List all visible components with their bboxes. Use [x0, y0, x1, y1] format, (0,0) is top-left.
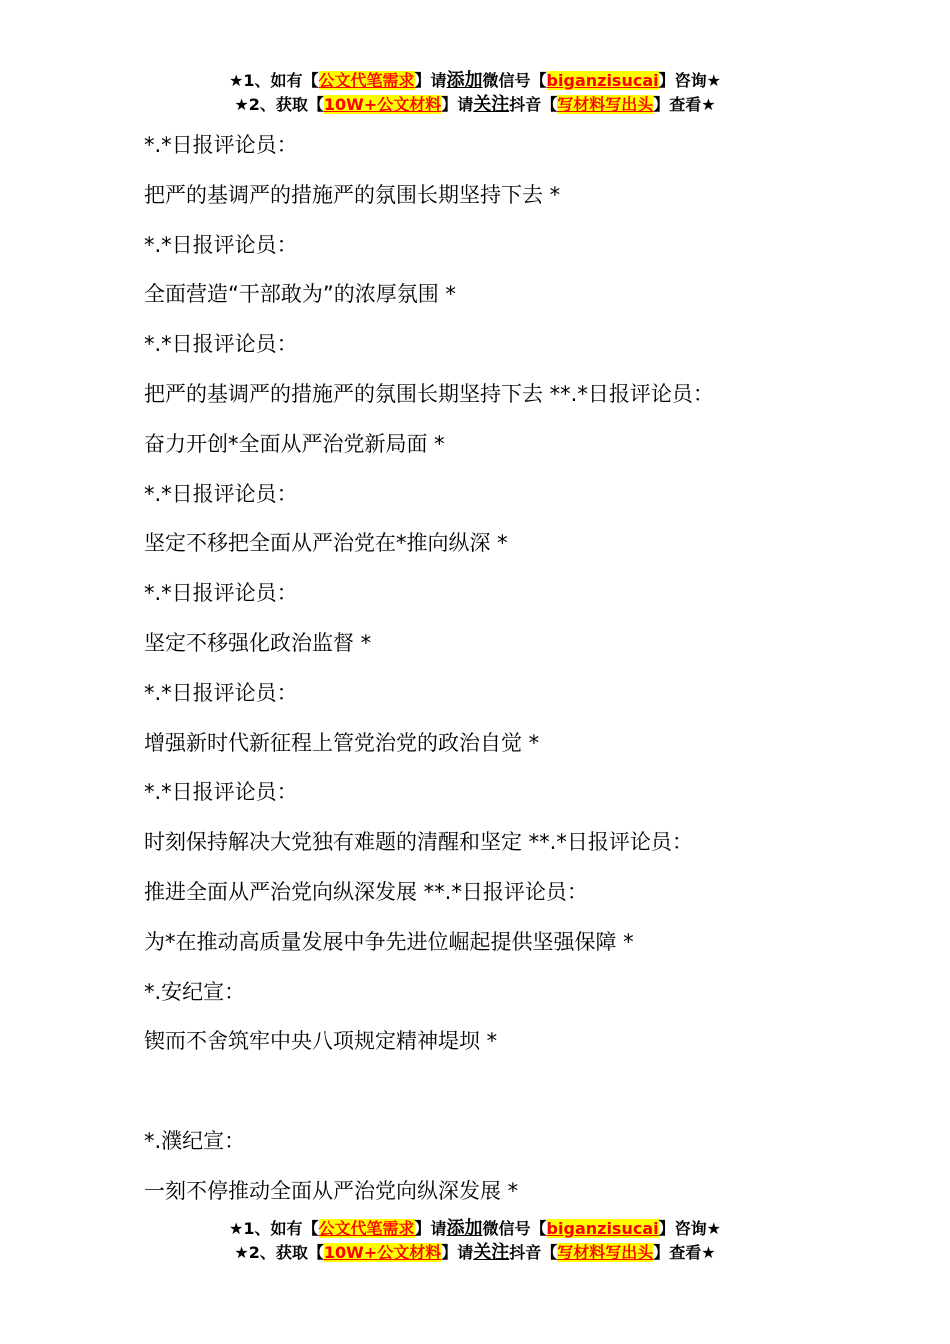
banner-highlight: 写材料写出头	[557, 1243, 654, 1262]
paragraph: 锲而不舍筑牢中央八项规定精神堤坝 *	[144, 1029, 498, 1054]
banner-text: 抖音【	[509, 95, 558, 114]
banner-line-1	[0, 1217, 950, 1241]
banner-line-2	[0, 93, 950, 117]
paragraph: *.*日报评论员：	[144, 332, 298, 357]
paragraph: *.濮纪宣：	[144, 1129, 246, 1154]
header-banner	[0, 69, 950, 117]
banner-highlight: 10W+公文材料	[323, 1243, 442, 1262]
paragraph: *.*日报评论员：	[144, 680, 298, 705]
document-body	[144, 130, 844, 1226]
banner-text: 微信号【	[482, 1219, 547, 1238]
paragraph: 增强新时代新征程上管党治党的政治自觉 *	[144, 730, 540, 755]
banner-text: 】请	[414, 1219, 447, 1238]
banner-text: 抖音【	[509, 1243, 558, 1262]
paragraph: *.*日报评论员：	[144, 232, 298, 257]
paragraph: 推进全面从严治党向纵深发展 **.*日报评论员：	[144, 879, 588, 904]
paragraph: 坚定不移强化政治监督 *	[144, 630, 372, 655]
banner-underline: 添加	[446, 1218, 483, 1239]
banner-highlight: biganzisucai	[546, 71, 659, 90]
banner-text: 】咨询★	[658, 1219, 721, 1238]
footer-banner	[0, 1217, 950, 1265]
banner-highlight: biganzisucai	[546, 1219, 659, 1238]
banner-text: 】请	[441, 1243, 474, 1262]
banner-highlight: 公文代笔需求	[318, 71, 415, 90]
paragraph: 把严的基调严的措施严的氛围长期坚持下去 **.*日报评论员：	[144, 381, 714, 406]
paragraph: 一刻不停推动全面从严治党向纵深发展 *	[144, 1178, 519, 1203]
banner-text: 】请	[414, 71, 447, 90]
paragraph: *.*日报评论员：	[144, 581, 298, 606]
banner-line-1	[0, 69, 950, 93]
banner-text: 】咨询★	[658, 71, 721, 90]
banner-text: ★1、如有【	[229, 71, 319, 90]
banner-highlight: 写材料写出头	[557, 95, 654, 114]
banner-highlight: 10W+公文材料	[323, 95, 442, 114]
paragraph: *.安纪宣：	[144, 979, 246, 1004]
banner-underline: 关注	[473, 94, 510, 115]
banner-text: 微信号【	[482, 71, 547, 90]
paragraph: 全面营造“干部敢为”的浓厚氛围 *	[144, 282, 456, 307]
paragraph: *.*日报评论员：	[144, 481, 298, 506]
banner-text: 】查看★	[653, 1243, 716, 1262]
paragraph: 为*在推动高质量发展中争先进位崛起提供坚强保障 *	[144, 929, 634, 954]
banner-highlight: 公文代笔需求	[318, 1219, 415, 1238]
banner-line-2	[0, 1241, 950, 1265]
paragraph: 时刻保持解决大党独有难题的清醒和坚定 **.*日报评论员：	[144, 830, 693, 855]
paragraph: 坚定不移把全面从严治党在*推向纵深 *	[144, 531, 508, 556]
paragraph: 把严的基调严的措施严的氛围长期坚持下去 *	[144, 182, 561, 207]
paragraph: 奋力开创*全面从严治党新局面 *	[144, 431, 445, 456]
banner-underline: 关注	[473, 1242, 510, 1263]
banner-underline: 添加	[446, 70, 483, 91]
paragraph: *.*日报评论员：	[144, 780, 298, 805]
paragraph: *.*日报评论员：	[144, 133, 298, 157]
banner-text: ★1、如有【	[229, 1219, 319, 1238]
banner-text: 】请	[441, 95, 474, 114]
banner-text: ★2、获取【	[234, 95, 324, 114]
banner-text: 】查看★	[653, 95, 716, 114]
banner-text: ★2、获取【	[234, 1243, 324, 1262]
